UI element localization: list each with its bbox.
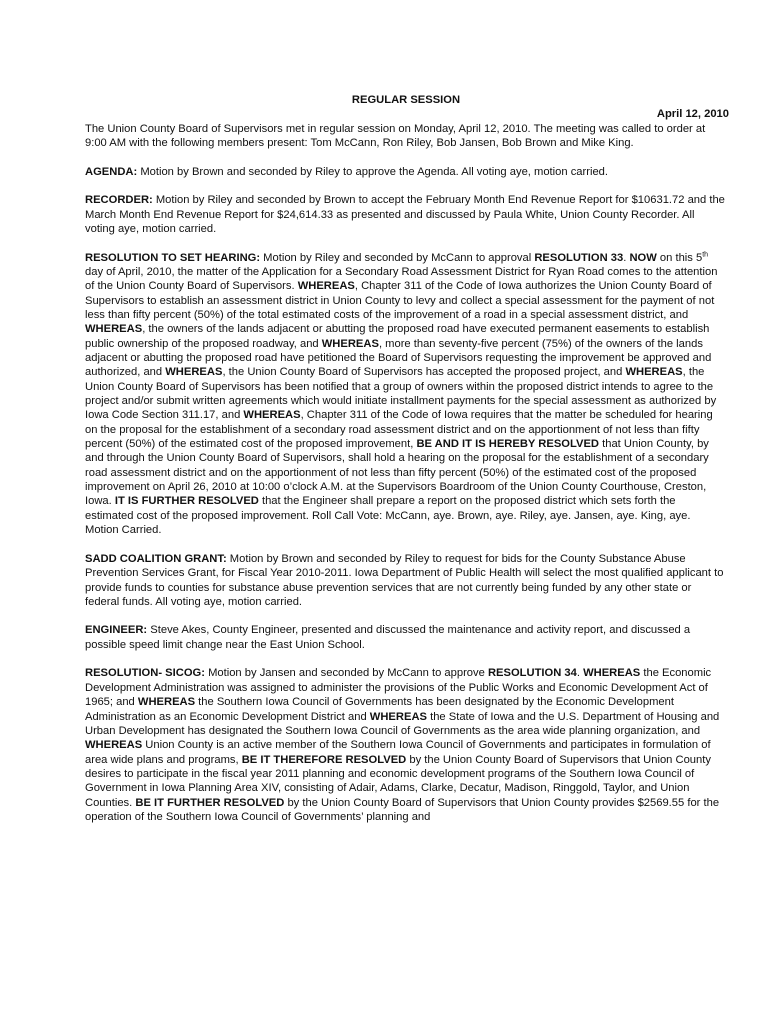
- bold-text-run: BE IT THEREFORE RESOLVED: [241, 753, 407, 766]
- text-run: Motion by Riley and seconded by Brown to accept the February Month End Revenue Report for $10631.72 and the March Month End Revenue Report for $24,614.33 as presented and discussed by Paula White, Union County Recorder. All voting aye, motion carried.: [85, 194, 725, 235]
- text-run: day of April, 2010, the matter of the Application for a Secondary Road Assessment District for Ryan Road comes to the attention of the Union County Board of Supervisors.: [85, 265, 718, 293]
- paragraph-resolution-hearing: [85, 251, 727, 538]
- bold-text-run: WHEREAS: [165, 366, 223, 379]
- text-run: .: [576, 667, 584, 680]
- bold-text-run: RESOLUTION TO SET HEARING:: [85, 251, 261, 264]
- session-title: REGULAR SESSION: [351, 94, 461, 106]
- bold-text-run: ENGINEER:: [85, 624, 148, 637]
- text-run: Motion by Riley and seconded by McCann to approval: [260, 251, 535, 264]
- bold-text-run: WHEREAS: [625, 366, 683, 379]
- bold-text-run: WHEREAS: [369, 710, 427, 723]
- bold-text-run: AGENDA:: [85, 165, 138, 178]
- paragraph-sadd-grant: [85, 552, 727, 609]
- text-run: the Economic Development Administration was assigned to administer the provisions of the Public Works and Economic Development Act of 1965; and: [85, 667, 712, 709]
- minutes-body: [85, 122, 727, 825]
- text-run: by the Union County Board of Supervisors that Union County provides $2569.55 for the operation of the Southern Iowa Council of Governments’ planning and: [85, 796, 720, 823]
- bold-text-run: RESOLUTION 33: [534, 251, 624, 264]
- bold-text-run: RECORDER:: [85, 194, 153, 207]
- bold-text-run: IT IS FURTHER RESOLVED: [114, 495, 259, 508]
- bold-text-run: NOW: [629, 251, 657, 264]
- text-run: Motion by Brown and seconded by Riley to approve the Agenda. All voting aye, motion carried.: [137, 165, 608, 178]
- paragraph-agenda: [85, 165, 727, 179]
- bold-text-run: RESOLUTION- SICOG:: [85, 667, 205, 680]
- text-run: Motion by Brown and seconded by Riley to request for bids for the County Substance Abuse Prevention Services Grant, for Fiscal Year 2010-2011. Iowa Department of Public Health will select the most qualified applicant to provide funds to counties for substance abuse prevention services that are not currently being funded by any other state or federal funds. All voting aye, motion carried.: [85, 552, 724, 608]
- bold-text-run: WHEREAS: [243, 409, 301, 422]
- bold-text-run: BE IT FURTHER RESOLVED: [135, 796, 285, 809]
- text-run: .: [623, 251, 630, 264]
- text-run: Motion by Jansen and seconded by McCann to approve: [204, 667, 488, 680]
- document-page: [85, 93, 727, 839]
- text-run: the State of Iowa and the U.S. Department of Housing and Urban Development has designated the Southern Iowa Council of Governments as the area wide planning organization, and: [85, 710, 720, 737]
- text-run: , more than seventy-five percent (75%) of the owners of the lands adjacent or abutting the proposed road have petitioned the Board of Supervisors requesting the improvement be approved and authorized, and: [85, 337, 712, 379]
- paragraph-opening: [85, 122, 727, 151]
- bold-text-run: SADD COALITION GRANT:: [85, 552, 227, 565]
- bold-text-run: WHEREAS: [137, 696, 196, 709]
- text-run: on this 5: [656, 251, 703, 264]
- bold-text-run: BE AND IT IS HEREBY RESOLVED: [416, 438, 600, 451]
- text-run: by the Union County Board of Supervisors that Union County desires to participate in the fiscal year 2011 planning and economic development programs of the Southern Iowa Council of Government in Iowa Planning Area XIV, consisting of Adair, Adams, Clarke, Decatur, Madison, Ringgold, Taylor, and Union Counties.: [85, 753, 711, 809]
- bold-text-run: RESOLUTION 34: [487, 667, 577, 680]
- paragraph-recorder: [85, 193, 727, 236]
- bold-text-run: WHEREAS: [85, 739, 143, 752]
- text-run: Steve Akes, County Engineer, presented and discussed the maintenance and activity report, and discussed a possible speed limit change near the East Union School.: [85, 624, 691, 651]
- paragraph-resolution-sicog: [85, 666, 727, 824]
- text-run: that the Engineer shall prepare a report on the proposed district which sets forth the estimated cost of the proposed improvement. Roll Call Vote: McCann, aye. Brown, aye. Riley, aye. Jansen, aye. King, aye. Motion Carried.: [85, 495, 691, 537]
- text-run: , the Union County Board of Supervisors has been notified that a group of owners within the proposed district intends to agree to the project and/or submit written agreements which would initiate installment payments for the special assessment as authorized by Iowa Code Section 311.17, and: [85, 366, 717, 422]
- text-run: , Chapter 311 of the Code of Iowa authorizes the Union County Board of Supervisors to establish an assessment district in Union County to levy and collect a special assessment for the payment of not less than fifty percent (50%) of the total estimated costs of the improvement of a road in a special assessment district, and: [85, 280, 715, 322]
- text-run: , the Union County Board of Supervisors has accepted the proposed project, and: [222, 366, 626, 379]
- bold-text-run: WHEREAS: [583, 667, 641, 680]
- text-run: the Southern Iowa Council of Governments has been designated by the Economic Development Administration as an Economic Development District and: [85, 696, 674, 723]
- superscript-text: th: [702, 250, 709, 258]
- session-date: April 12, 2010: [656, 108, 729, 121]
- text-run: , the owners of the lands adjacent or abutting the proposed road have executed permanent easements to establish public ownership of the proposed roadway, and: [85, 323, 710, 350]
- bold-text-run: WHEREAS: [321, 337, 379, 350]
- bold-text-run: WHEREAS: [297, 280, 355, 293]
- paragraph-engineer: [85, 623, 727, 652]
- bold-text-run: WHEREAS: [85, 323, 143, 336]
- text-run: The Union County Board of Supervisors met in regular session on Monday, April 12, 2010. The meeting was called to order at 9:00 AM with the following members present: Tom McCann, Ron Riley, Bob Jansen, Bob Brown and Mike King.: [85, 122, 706, 150]
- text-run: , Chapter 311 of the Code of Iowa requires that the matter be scheduled for hearing on the proposal for the establishment of a secondary road assessment district and on the apportionment of not less than fifty percent (50%) of the estimated cost of the proposed improvement,: [85, 409, 713, 451]
- text-run: that Union County, by and through the Union County Board of Supervisors, shall hold a hearing on the proposal for the establishment of a secondary road assessment district and on the apportionment of not less than fifty percent (50%) of the estimated cost of the proposed improvement on April 26, 2010 at 10:00 o’clock A.M. at the Supervisors Boardroom of the Union County Courthouse, Creston, Iowa.: [85, 438, 709, 508]
- text-run: Union County is an active member of the Southern Iowa Council of Governments and participates in formulation of area wide plans and programs,: [85, 739, 711, 766]
